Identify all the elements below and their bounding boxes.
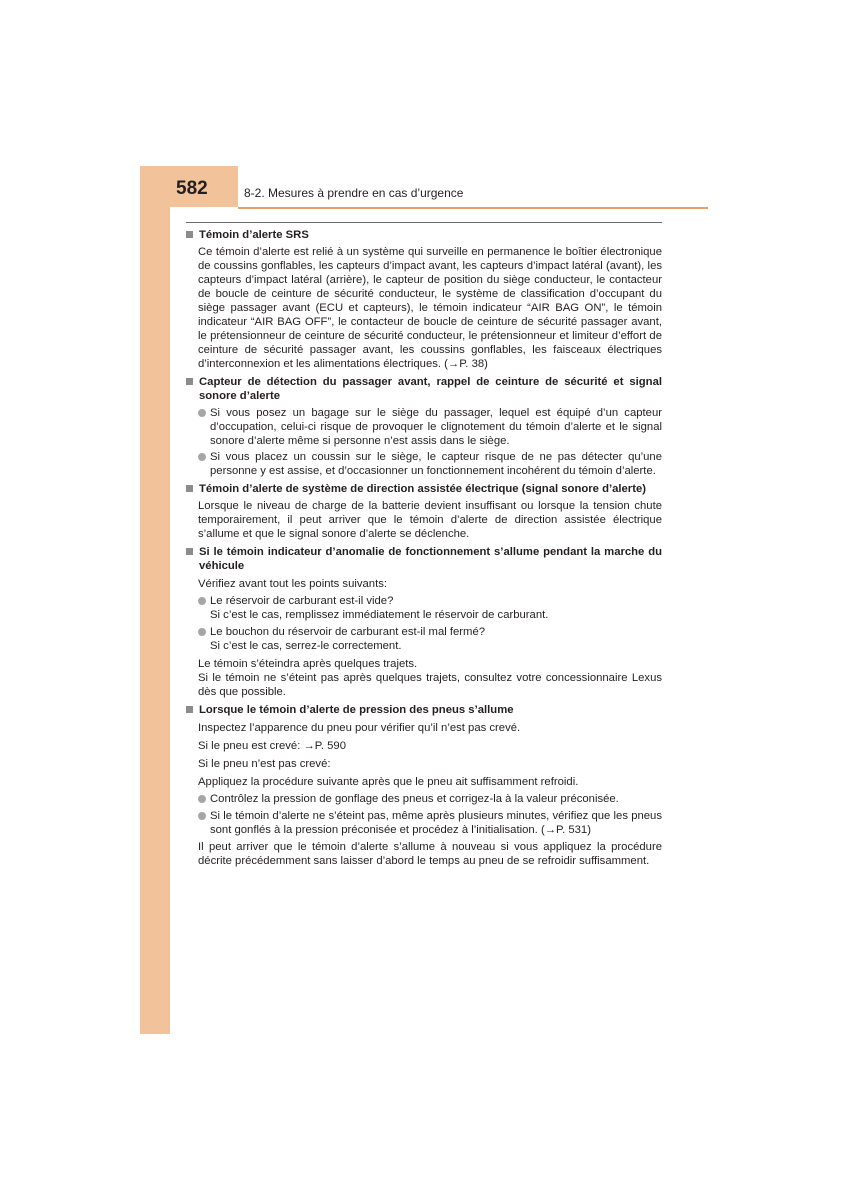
section-title: 8-2. Mesures à prendre en cas d’urgence: [244, 186, 464, 200]
heading-pneus: [186, 703, 662, 717]
bullet-item: [186, 450, 662, 478]
round-bullet-icon: [198, 597, 206, 605]
page-number: 582: [176, 178, 208, 199]
round-bullet-icon: [198, 628, 206, 636]
bullet-item: [186, 406, 662, 448]
paragraph-pneus-non-crev: Si le pneu n’est pas crevé:: [198, 758, 331, 770]
heading-direction: [186, 482, 662, 496]
heading-srs: [186, 228, 662, 242]
bullet-question: Le bouchon du réservoir de carburant est-il mal fermé?: [210, 626, 486, 638]
paragraph-direction: Lorsque le niveau de charge de la batterie devient insuffisant ou lorsque la tension chute temporairement, il peut arriver que le témoin d’alerte de direction assistée électrique s’allume et que le signal sonore d’alerte se déclenche.: [198, 500, 662, 540]
bullet-text: Si le témoin d’alerte ne s’éteint pas, même après plusieurs minutes, vérifiez que les pneus sont gonflés à la pression préconisée et procédez à l’initialisation. (→P. 531): [210, 810, 662, 836]
header-rule: [238, 207, 708, 209]
paragraph-pneus-procedure: Appliquez la procédure suivante après que le pneu ait suffisamment refroidi.: [198, 776, 579, 788]
heading-text: Si le témoin indicateur d’anomalie de fonctionnement s’allume pendant la marche du véhicule: [199, 546, 662, 572]
bullet-item: [186, 625, 662, 653]
bullet-question: Le réservoir de carburant est-il vide?: [210, 595, 394, 607]
heading-text: Capteur de détection du passager avant, rappel de ceinture de sécurité et signal sonore d’alerte: [199, 376, 662, 402]
round-bullet-icon: [198, 453, 206, 461]
paragraph-anomalie-outro2: Si le témoin ne s’éteint pas après quelques trajets, consultez votre concessionnaire Lexus dès que possible.: [198, 672, 662, 698]
round-bullet-icon: [198, 812, 206, 820]
square-bullet-icon: [186, 706, 193, 713]
paragraph-pneus-outro: Il peut arriver que le témoin d’alerte s’allume à nouveau si vous appliquez la procédure décrite précédemment sans laisser d’abord le temps au pneu de se refroidir suffisamment.: [198, 841, 662, 867]
paragraph-pneus-intro: Inspectez l’apparence du pneu pour vérifier qu’il n’est pas crevé.: [198, 722, 521, 734]
bullet-answer: Si c’est le cas, remplissez immédiatement le réservoir de carburant.: [210, 609, 549, 621]
round-bullet-icon: [198, 795, 206, 803]
round-bullet-icon: [198, 409, 206, 417]
paragraph-srs: Ce témoin d’alerte est relié à un système qui surveille en permanence le boîtier électronique de coussins gonflables, les capteurs d’impact avant, les capteurs d’impact latéral (avant), les capteurs d’impact latéral (arrière), le capteur de position du siège conducteur, le contacteur de boucle de ceinture de sécurité conducteur, le système de classification d’occupant du siège passager avant (ECU et capteurs), le témoin indicateur “AIR BAG ON”, le témoin indicateur “AIR BAG OFF”, le contacteur de boucle de ceinture de sécurité passager avant, le prétensionneur de ceinture de sécurité conducteur, le prétensionneur et limiteur d’effort de ceinture de sécurité passager avant, les coussins gonflables, les faisceaux électriques d’interconnexion et les alimentations électriques. (→P. 38): [198, 246, 662, 370]
side-color-strip: [140, 166, 170, 1034]
paragraph-anomalie-intro: Vérifiez avant tout les points suivants:: [198, 578, 388, 590]
square-bullet-icon: [186, 548, 193, 555]
bullet-text: Si vous posez un bagage sur le siège du passager, lequel est équipé d’un capteur d’occupation, celui-ci risque de provoquer le clignotement du témoin d’alerte et le signal sonore d’alerte même si personne n’est assis dans le siège.: [210, 407, 662, 447]
bullet-item: [186, 809, 662, 837]
heading-capteur: [186, 375, 662, 403]
heading-text: Lorsque le témoin d’alerte de pression des pneus s’allume: [199, 704, 514, 716]
square-bullet-icon: [186, 485, 193, 492]
bullet-item: [186, 594, 662, 622]
paragraph-anomalie-outro1: Le témoin s’éteindra après quelques trajets.: [198, 658, 418, 670]
bullet-item: [186, 792, 662, 806]
heading-anomalie: [186, 545, 662, 573]
heading-text: Témoin d’alerte de système de direction assistée électrique (signal sonore d’alerte): [199, 483, 647, 495]
square-bullet-icon: [186, 231, 193, 238]
heading-text: Témoin d’alerte SRS: [199, 229, 309, 241]
paragraph-pneus-crev: Si le pneu est crevé: →P. 590: [198, 740, 346, 752]
bullet-answer: Si c’est le cas, serrez-le correctement.: [210, 640, 402, 652]
page-content: [186, 228, 662, 868]
bullet-text: Si vous placez un coussin sur le siège, le capteur risque de ne pas détecter qu’une personne y est assise, et d’occasionner un fonctionnement incohérent du témoin d’alerte.: [210, 451, 662, 477]
square-bullet-icon: [186, 378, 193, 385]
body-rule: [186, 222, 662, 223]
bullet-text: Contrôlez la pression de gonflage des pneus et corrigez-la à la valeur préconisée.: [210, 793, 619, 805]
